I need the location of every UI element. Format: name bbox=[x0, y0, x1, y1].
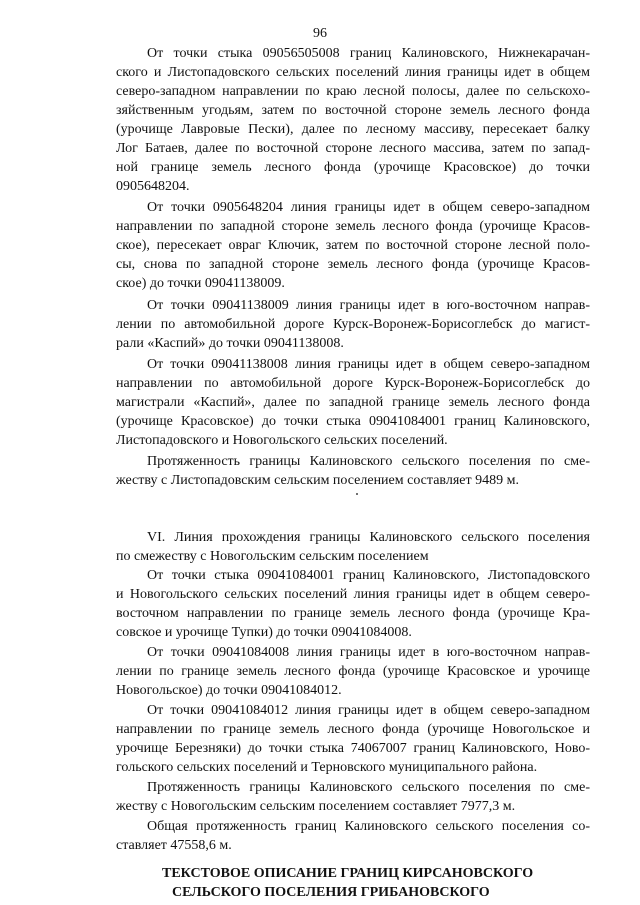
text-line: Листопадовского и Новогольского сельских поселений. bbox=[116, 433, 448, 448]
text-line: ставляет 47558,6 м. bbox=[116, 838, 232, 853]
page-number: 96 bbox=[313, 26, 327, 41]
text-line: магистрали «Каспий», далее по западной границе земель лесного фонда bbox=[116, 395, 590, 410]
text-line: зяйственным угодьям, затем по восточной стороне земель лесного фонда bbox=[116, 103, 590, 118]
text-line: Лог Батаев, далее по восточной стороне лесного массива, затем по запад- bbox=[116, 141, 590, 156]
text-line: От точки 09041084008 линия границы идет в юго-восточном направ- bbox=[147, 645, 590, 660]
text-line: сы, снова по западной стороне земель лесного фонда (урочище Красов- bbox=[116, 257, 590, 272]
section-title-line: по смежеству с Новогольским сельским поселением bbox=[116, 549, 429, 564]
scan-speck bbox=[356, 493, 358, 495]
text-line: направлении по западной стороне земель лесного фонда (урочище Красов- bbox=[116, 219, 590, 234]
text-line: жеству с Листопадовским сельским поселением составляет 9489 м. bbox=[116, 473, 519, 488]
text-line: жеству с Новогольским сельским поселением составляет 7977,3 м. bbox=[116, 799, 516, 814]
text-line: ского и Листопадовского сельских поселений линия границы идет в общем bbox=[116, 65, 590, 80]
document-heading: ТЕКСТОВОЕ ОПИСАНИЕ ГРАНИЦ КИРСАНОВСКОГО bbox=[162, 866, 534, 881]
text-line: Протяженность границы Калиновского сельского поселения по сме- bbox=[147, 780, 590, 795]
text-line: рали «Каспий» до точки 09041138008. bbox=[116, 336, 344, 351]
document-heading: СЕЛЬСКОГО ПОСЕЛЕНИЯ ГРИБАНОВСКОГО bbox=[172, 885, 490, 900]
text-line: От точки 09041138008 линия границы идет в общем северо-западном bbox=[147, 357, 590, 372]
text-line: Протяженность границы Калиновского сельского поселения по сме- bbox=[147, 454, 590, 469]
text-line: Общая протяженность границ Калиновского сельского поселения со- bbox=[147, 819, 590, 834]
text-line: От точки 09041084012 линия границы идет в общем северо-западном bbox=[147, 703, 590, 718]
text-line: 0905648204. bbox=[116, 179, 190, 194]
text-line: лении по автомобильной дороге Курск-Воронеж-Борисоглебск до магист- bbox=[116, 317, 590, 332]
section-title-line: VI. Линия прохождения границы Калиновского сельского поселения bbox=[147, 530, 590, 545]
text-line: северо-западном направлении по краю лесной полосы, далее по сельскохо- bbox=[116, 84, 590, 99]
text-line: направлении по автомобильной дороге Курск-Воронеж-Борисоглебск до bbox=[116, 376, 590, 391]
text-line: гольского сельских поселений и Терновского муниципального района. bbox=[116, 760, 538, 775]
text-line: ское) до точки 09041138009. bbox=[116, 276, 285, 291]
text-line: и Новогольского сельских поселений линия границы идет в общем северо- bbox=[116, 587, 590, 602]
text-line: восточном направлении по границе земель лесного фонда (урочище Кра- bbox=[116, 606, 590, 621]
text-line: лении по границе земель лесного фонда (урочище Красовское и урочище bbox=[116, 664, 590, 679]
text-line: (урочище Лавровые Пески), далее по лесному массиву, пересекает балку bbox=[116, 122, 590, 137]
text-line: Новогольское) до точки 09041084012. bbox=[116, 683, 342, 698]
text-line: совское и урочище Тупки) до точки 09041084008. bbox=[116, 625, 412, 640]
text-line: урочище Березняки) до точки стыка 74067007 границ Калиновского, Ново- bbox=[116, 741, 590, 756]
text-line: От точки 0905648204 линия границы идет в общем северо-западном bbox=[147, 200, 590, 215]
text-line: От точки стыка 09041084001 границ Калиновского, Листопадовского bbox=[147, 568, 590, 583]
text-line: ское), пересекает овраг Ключик, затем по восточной стороне лесной поло- bbox=[116, 238, 590, 253]
text-line: ной границе земель лесного фонда (урочище Красовское) до точки bbox=[116, 160, 590, 175]
text-line: От точки стыка 09056505008 границ Калиновского, Нижнекарачан- bbox=[147, 46, 590, 61]
text-line: (урочище Красовское) до точки стыка 09041084001 границ Калиновского, bbox=[116, 414, 590, 429]
text-line: От точки 09041138009 линия границы идет в юго-восточном направ- bbox=[147, 298, 590, 313]
text-line: направлении по границе земель лесного фонда (урочище Новогольское и bbox=[116, 722, 590, 737]
